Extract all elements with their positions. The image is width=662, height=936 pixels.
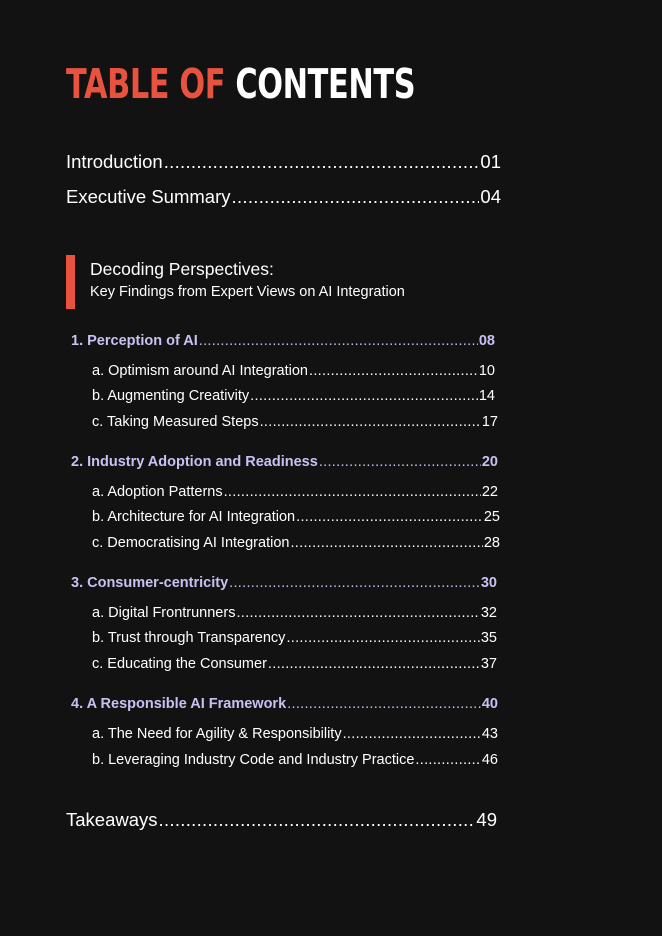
leader-dots (286, 630, 479, 646)
leader-dots (343, 726, 481, 742)
leader-dots (159, 809, 476, 831)
toc-subentry[interactable] (92, 605, 497, 621)
leader-dots (415, 752, 480, 768)
toc-section-page: 20 (481, 454, 498, 470)
toc-subentry[interactable] (92, 509, 500, 525)
toc-subentry-label: b. Augmenting Creativity (92, 388, 250, 404)
toc-section-consumer-centricity[interactable] (71, 575, 497, 591)
leader-dots (290, 535, 482, 551)
leader-dots (319, 454, 481, 470)
toc-subentry-page: 25 (483, 509, 500, 525)
toc-entry-executive-summary[interactable] (66, 186, 501, 208)
toc-subentry-page: 10 (478, 363, 495, 379)
toc-entry-page: 04 (480, 186, 501, 207)
toc-section-responsible-ai[interactable] (71, 696, 498, 712)
leader-dots (232, 186, 480, 208)
toc-subentry-label: b. Leveraging Industry Code and Industry Practice (92, 752, 415, 768)
toc-subentry[interactable] (92, 484, 498, 500)
page-title (66, 62, 415, 107)
section-header-subtitle: Key Findings from Expert Views on AI Integration (90, 284, 405, 300)
toc-section-page: 30 (480, 575, 497, 591)
title-part-1: TABLE OF (66, 60, 226, 108)
toc-subentry-page: 17 (481, 414, 498, 430)
leader-dots (268, 656, 480, 672)
toc-section-label: 1. Perception of AI (71, 333, 198, 349)
toc-section-label: 2. Industry Adoption and Readiness (71, 454, 318, 470)
toc-subentry-label: b. Architecture for AI Integration (92, 509, 296, 525)
toc-section-label: 3. Consumer-centricity (71, 575, 229, 591)
toc-section-page: 08 (478, 333, 495, 349)
toc-entry-page: 01 (480, 151, 501, 172)
toc-subentry-label: a. Digital Frontrunners (92, 605, 236, 621)
toc-subentry-page: 32 (480, 605, 497, 621)
toc-subentry-label: a. Optimism around AI Integration (92, 363, 308, 379)
toc-entry-label: Takeaways (66, 809, 158, 830)
toc-subentry[interactable] (92, 726, 498, 742)
toc-section-industry-adoption[interactable] (71, 454, 498, 470)
toc-subentry-page: 28 (483, 535, 500, 551)
toc-entry-label: Executive Summary (66, 186, 231, 207)
leader-dots (250, 388, 478, 404)
leader-dots (236, 605, 479, 621)
toc-subentry-label: c. Taking Measured Steps (92, 414, 259, 430)
title-part-2: CONTENTS (235, 60, 416, 108)
leader-dots (229, 575, 480, 591)
toc-entry-page: 49 (476, 809, 497, 830)
leader-dots (287, 696, 481, 712)
toc-entry-label: Introduction (66, 151, 163, 172)
toc-subentry-label: b. Trust through Transparency (92, 630, 286, 646)
accent-bar (66, 255, 75, 309)
toc-subentry[interactable] (92, 535, 500, 551)
section-header-title: Decoding Perspectives: (90, 259, 274, 279)
toc-subentry-page: 35 (480, 630, 497, 646)
toc-subentry-page: 14 (478, 388, 495, 404)
toc-entry-takeaways[interactable] (66, 809, 497, 831)
leader-dots (309, 363, 478, 379)
toc-subentry-page: 46 (481, 752, 498, 768)
toc-entry-introduction[interactable] (66, 151, 501, 173)
leader-dots (296, 509, 483, 525)
toc-section-page: 40 (481, 696, 498, 712)
leader-dots (164, 151, 480, 173)
toc-subentry[interactable] (92, 752, 498, 768)
toc-subentry[interactable] (92, 388, 495, 404)
toc-subentry[interactable] (92, 630, 497, 646)
toc-subentry-page: 37 (480, 656, 497, 672)
toc-subentry[interactable] (92, 363, 495, 379)
toc-subentry[interactable] (92, 414, 498, 430)
toc-section-label: 4. A Responsible AI Framework (71, 696, 287, 712)
toc-subentry-page: 43 (481, 726, 498, 742)
toc-subentry-label: c. Democratising AI Integration (92, 535, 290, 551)
toc-subentry-label: a. Adoption Patterns (92, 484, 223, 500)
toc-subentry-label: a. The Need for Agility & Responsibility (92, 726, 342, 742)
toc-subentry-page: 22 (481, 484, 498, 500)
leader-dots (260, 414, 481, 430)
leader-dots (199, 333, 478, 349)
toc-section-perception-of-ai[interactable] (71, 333, 495, 349)
toc-subentry[interactable] (92, 656, 497, 672)
leader-dots (224, 484, 481, 500)
toc-subentry-label: c. Educating the Consumer (92, 656, 267, 672)
